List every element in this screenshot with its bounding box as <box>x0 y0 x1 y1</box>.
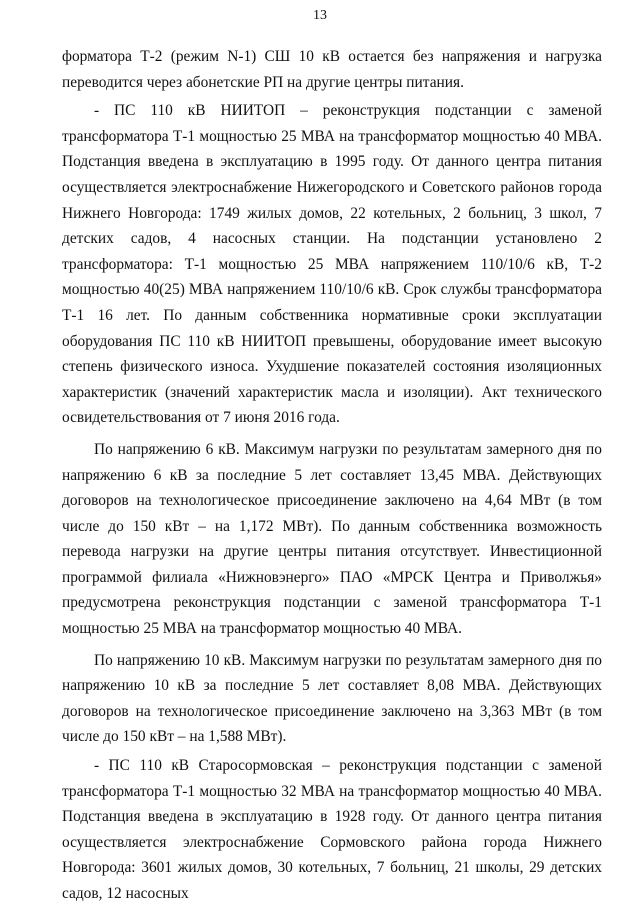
paragraph-continuation: форматора Т-2 (режим N-1) СШ 10 кВ остается без напряжения и нагрузка переводится через абонетские РП на другие центры питания. <box>62 48 602 91</box>
body-text <box>62 44 602 907</box>
paragraph-voltage-6kv: По напряжению 6 кВ. Максимум нагрузки по результатам замерного дня по напряжению 6 кВ за последние 5 лет составляет 13,45 МВА. Действующих договоров на технологическое присоединение заключено на 4,64 МВт (в том числе до 150 кВт – на 1,172 МВт). По данным собственника возможность перевода нагрузки на другие центры питания отсутствует. Инвестиционной программой филиала «Нижновэнерго» ПАО «МРСК Центра и Приволжья» предусмотрена реконструкция подстанции с заменой трансформатора Т-1 мощностью 25 МВА на трансформатор мощностью 40 МВА. <box>62 440 602 638</box>
paragraph-ps-niitop: - ПС 110 кВ НИИТОП – реконструкция подстанции с заменой трансформатора Т-1 мощностью 25 МВА на трансформатор мощностью 40 МВА. Подстанция введена в эксплуатацию в 1995 году. От данного центра питания осуществляется электроснабжение Нижегородского и Советского районов города Нижнего Новгорода: 1749 жилых домов, 22 котельных, 2 больниц, 3 школ, 7 детских садов, 4 насосных станции. На подстанции установлено 2 трансформатора: Т-1 мощностью 25 МВА напряжением 110/10/6 кВ, Т-2 мощностью 40(25) МВА напряжением 110/10/6 кВ. Срок службы трансформатора Т-1 16 лет. По данным собственника нормативные сроки эксплуатации оборудования ПС 110 кВ НИИТОП превышены, оборудование имеет высокую степень физического износа. Ухудшение показателей состояния изоляционных характеристик (значений характеристик масла и изоляции). Акт технического освидетельствования от 7 июня 2016 года. <box>62 102 602 427</box>
paragraph-ps-starosormovskaya: - ПС 110 кВ Старосормовская – реконструкция подстанции с заменой трансформатора Т-1 мощностью 32 МВА на трансформатор мощностью 40 МВА. Подстанция введена в эксплуатацию в 1928 году. От данного центра питания осуществляется электроснабжение Сормовского района города Нижнего Новгорода: 3601 жилых домов, 30 котельных, 7 больниц, 21 школы, 29 детских садов, 12 насосных <box>62 757 602 902</box>
paragraph-voltage-10kv: По напряжению 10 кВ. Максимум нагрузки по результатам замерного дня по напряжению 10 кВ за последние 5 лет составляет 8,08 МВА. Действующих договоров на технологическое присоединение заключено на 3,363 МВт (в том числе до 150 кВт – на 1,588 МВт). <box>62 651 602 746</box>
page-number: 13 <box>313 8 327 23</box>
